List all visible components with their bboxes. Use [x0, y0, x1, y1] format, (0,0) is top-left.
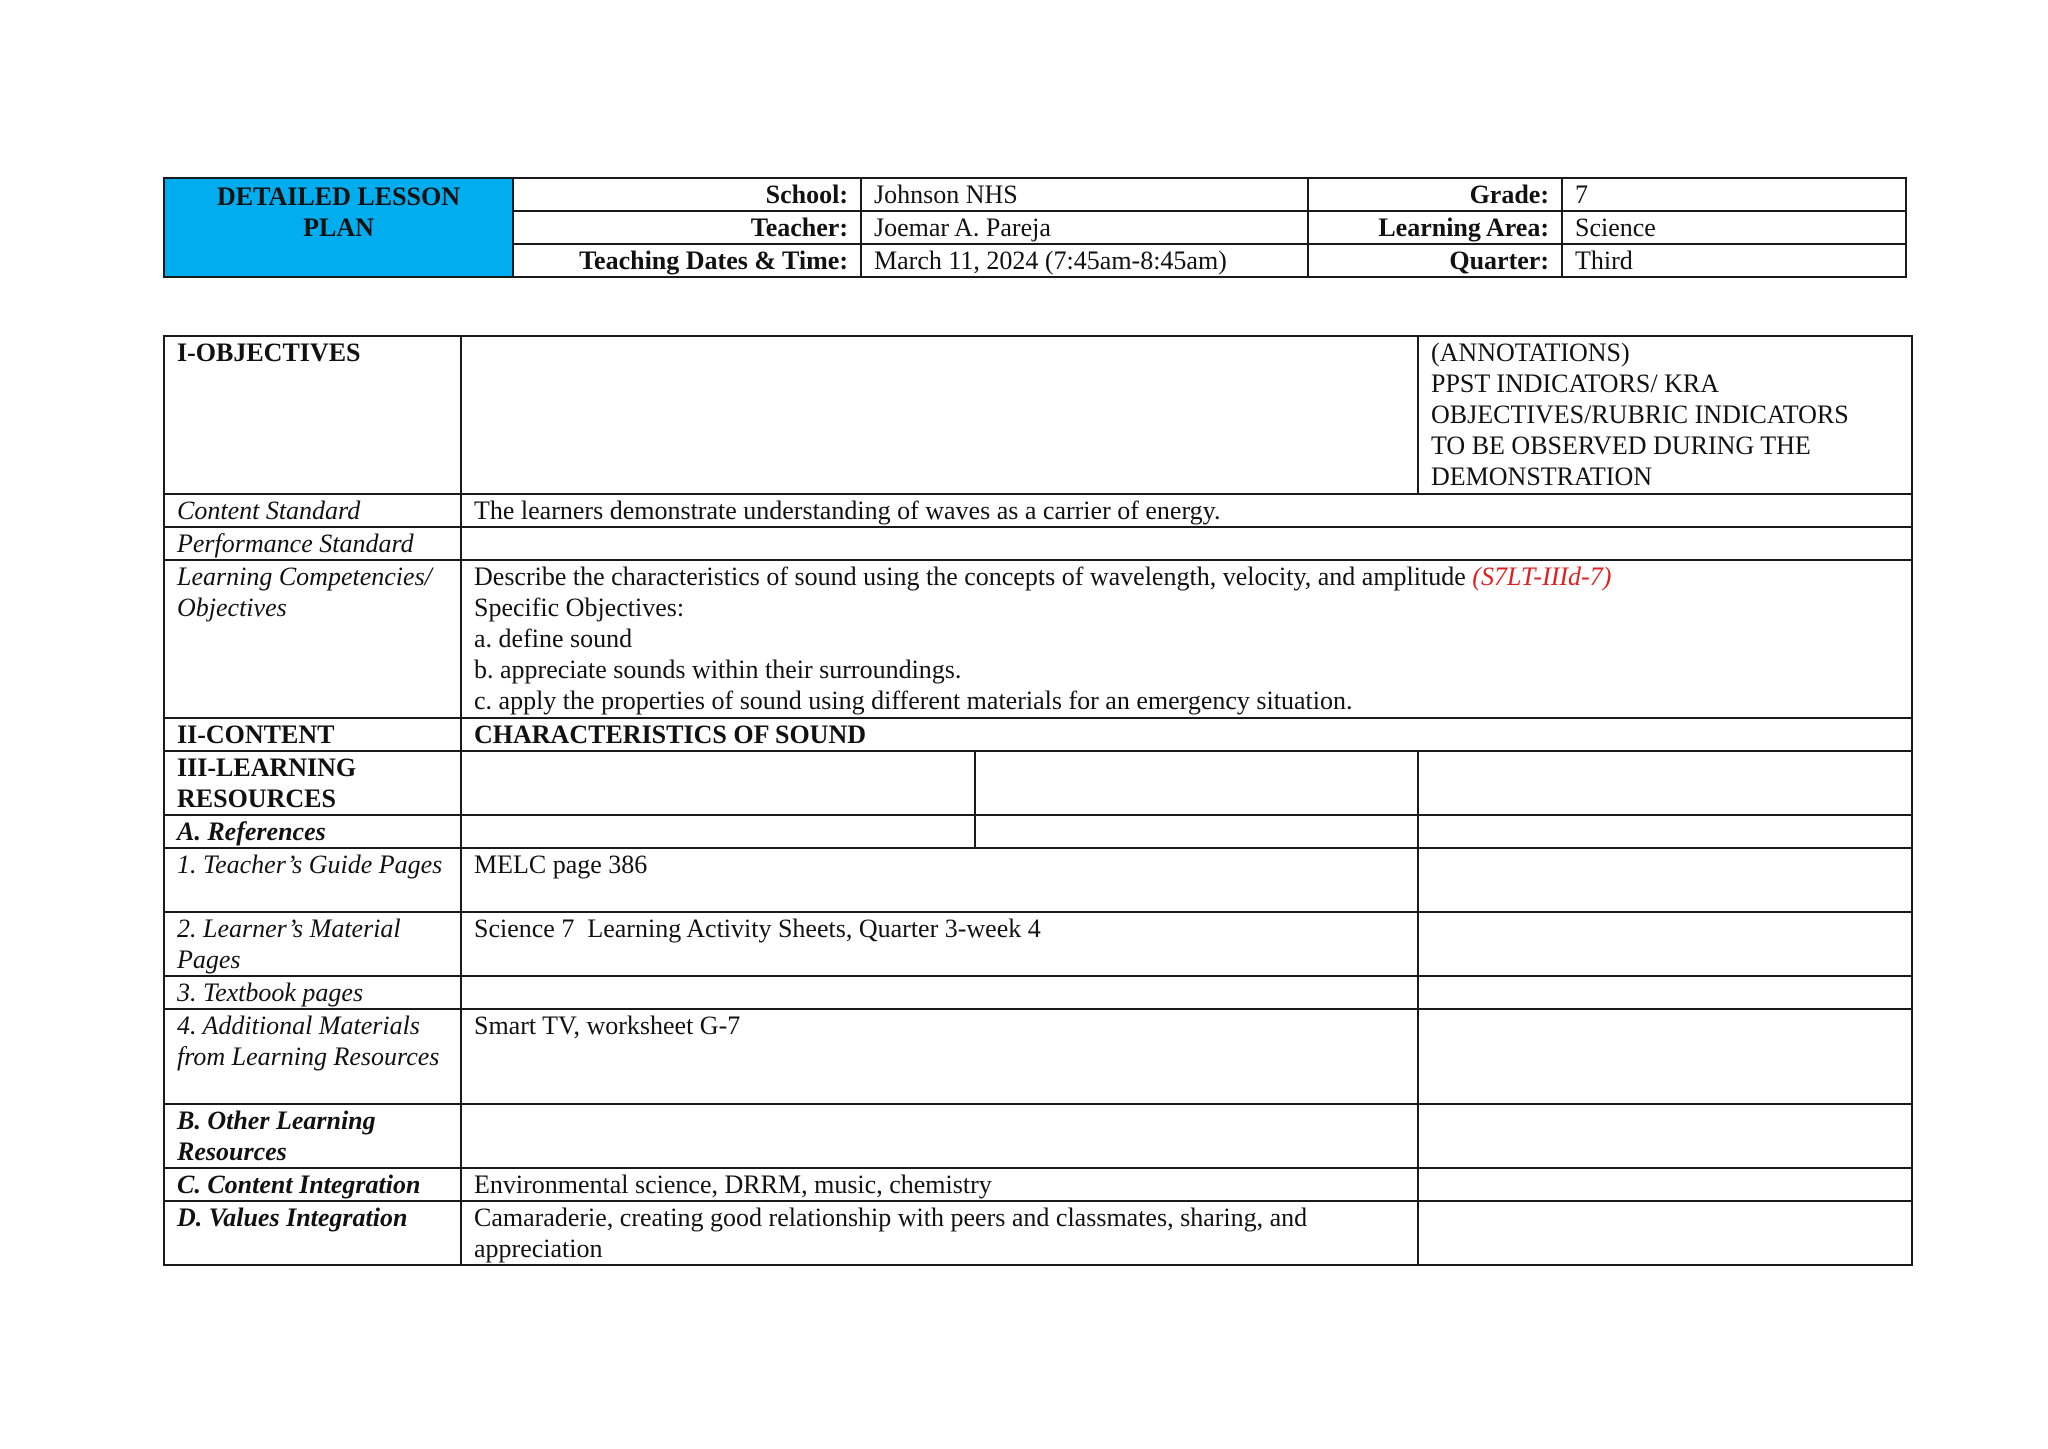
competency-text: Describe the characteristics of sound using the concepts of wavelength, velocity, and amplitude [474, 562, 1466, 591]
content-value: CHARACTERISTICS OF SOUND [461, 718, 1912, 751]
teachers-guide-value: MELC page 386 [461, 848, 1418, 912]
teaching-dates-value: March 11, 2024 (7:45am-8:45am) [861, 244, 1308, 277]
performance-standard-value [461, 527, 1912, 560]
grade-label: Grade: [1308, 178, 1562, 211]
resources-blank-3 [1418, 751, 1912, 815]
specific-objective-b: b. appreciate sounds within their surroundings. [474, 655, 962, 684]
school-label: School: [513, 178, 861, 211]
values-integration-label: D. Values Integration [164, 1201, 461, 1265]
annotations-line-5: DEMONSTRATION [1431, 462, 1652, 491]
content-standard-value: The learners demonstrate understanding of waves as a carrier of energy. [461, 494, 1912, 527]
content-integration-annotation [1418, 1168, 1912, 1201]
teachers-guide-label: 1. Teacher’s Guide Pages [164, 848, 461, 912]
specific-objectives-heading: Specific Objectives: [474, 593, 685, 622]
annotations-line-4: TO BE OBSERVED DURING THE [1431, 431, 1811, 460]
additional-materials-annotation [1418, 1009, 1912, 1104]
textbook-annotation [1418, 976, 1912, 1009]
annotations-line-2: PPST INDICATORS/ KRA [1431, 369, 1720, 398]
content-standard-label: Content Standard [164, 494, 461, 527]
other-resources-value [461, 1104, 1418, 1168]
learning-area-value: Science [1562, 211, 1906, 244]
textbook-value [461, 976, 1418, 1009]
resources-blank-2 [975, 751, 1418, 815]
specific-objective-c: c. apply the properties of sound using different materials for an emergency situation. [474, 686, 1353, 715]
annotations-line-3: OBJECTIVES/RUBRIC INDICATORS [1431, 400, 1849, 429]
references-blank-2 [975, 815, 1418, 848]
learners-material-annotation [1418, 912, 1912, 976]
learners-material-label: 2. Learner’s Material Pages [164, 912, 461, 976]
quarter-label: Quarter: [1308, 244, 1562, 277]
specific-objective-a: a. define sound [474, 624, 633, 653]
annotations-line-1: (ANNOTATIONS) [1431, 338, 1630, 367]
teachers-guide-annotation [1418, 848, 1912, 912]
content-heading: II-CONTENT [164, 718, 461, 751]
content-integration-label: C. Content Integration [164, 1168, 461, 1201]
document-title: DETAILED LESSON PLAN [164, 178, 513, 277]
school-value: Johnson NHS [861, 178, 1308, 211]
objectives-blank-cell [461, 336, 1418, 494]
references-blank-1 [461, 815, 975, 848]
resources-blank-1 [461, 751, 975, 815]
other-resources-label: B. Other Learning Resources [164, 1104, 461, 1168]
values-integration-annotation [1418, 1201, 1912, 1265]
teacher-value: Joemar A. Pareja [861, 211, 1308, 244]
competencies-label: Learning Competencies/Objectives [164, 560, 461, 718]
header-table [163, 177, 1907, 278]
annotations-cell [1418, 336, 1912, 494]
resources-heading: III-LEARNING RESOURCES [164, 751, 461, 815]
learners-material-value: Science 7 Learning Activity Sheets, Quarter 3-week 4 [461, 912, 1418, 976]
textbook-label: 3. Textbook pages [164, 976, 461, 1009]
objectives-heading: I-OBJECTIVES [164, 336, 461, 494]
teacher-label: Teacher: [513, 211, 861, 244]
competency-code: (S7LT-IIId-7) [1472, 562, 1612, 591]
other-resources-annotation [1418, 1104, 1912, 1168]
quarter-value: Third [1562, 244, 1906, 277]
learning-area-label: Learning Area: [1308, 211, 1562, 244]
performance-standard-label: Performance Standard [164, 527, 461, 560]
lesson-plan-table [163, 335, 1913, 1266]
grade-value: 7 [1562, 178, 1906, 211]
additional-materials-value: Smart TV, worksheet G-7 [461, 1009, 1418, 1104]
competencies-cell [461, 560, 1912, 718]
values-integration-value: Camaraderie, creating good relationship with peers and classmates, sharing, and appreciation [461, 1201, 1418, 1265]
references-label: A. References [164, 815, 461, 848]
additional-materials-label: 4. Additional Materials from Learning Resources [164, 1009, 461, 1104]
references-blank-3 [1418, 815, 1912, 848]
competency-line [474, 561, 1899, 592]
content-integration-value: Environmental science, DRRM, music, chemistry [461, 1168, 1418, 1201]
teaching-dates-label: Teaching Dates & Time: [513, 244, 861, 277]
